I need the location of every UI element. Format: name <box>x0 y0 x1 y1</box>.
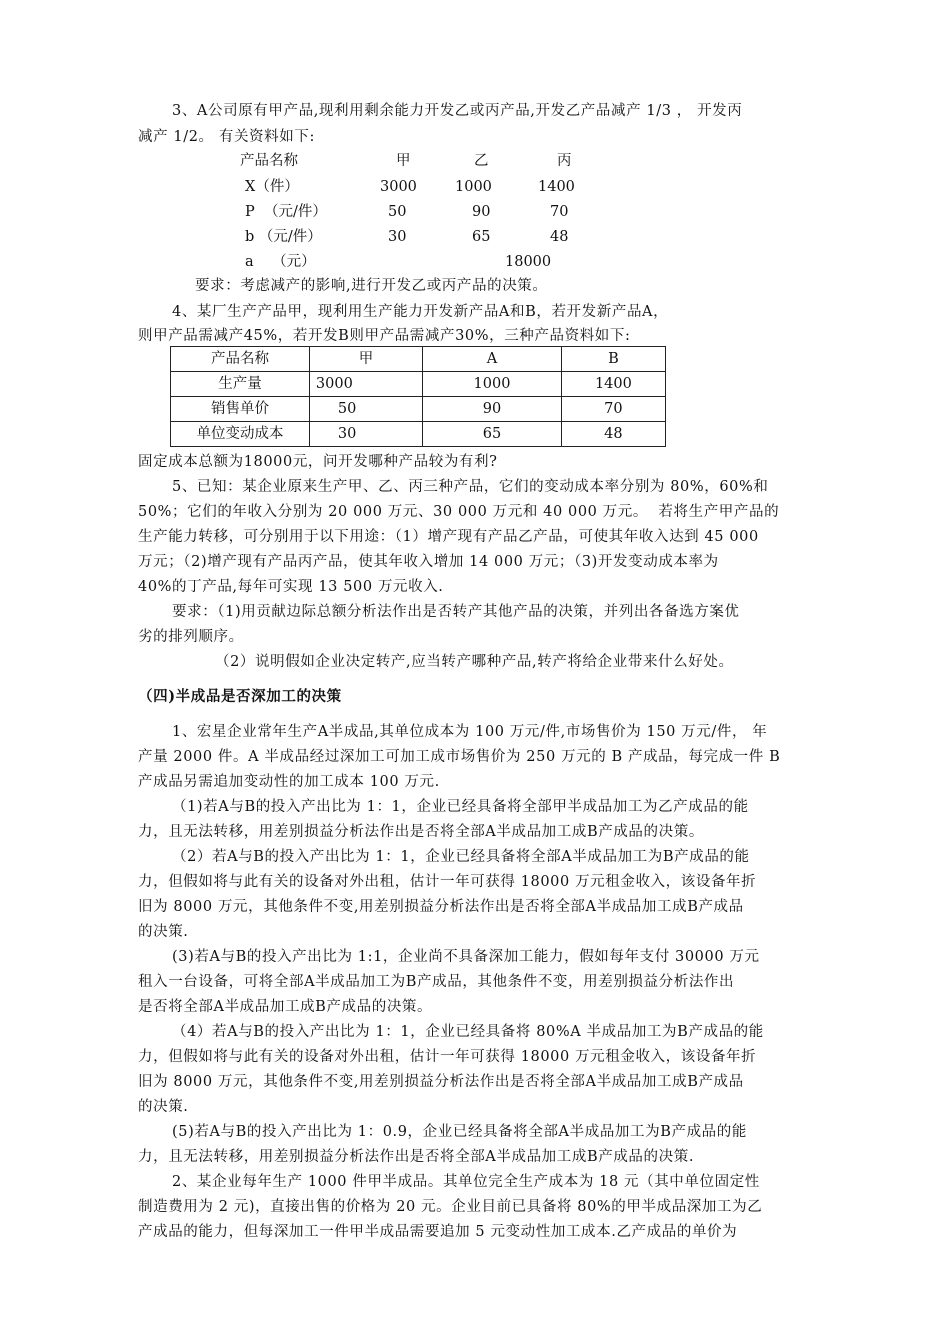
q3-requirement: 要求：考虑减产的影响,进行开发乙或丙产品的决策。 <box>195 278 548 294</box>
p1-sub3-line-2: 租入一台设备，可将全部A半成品加工为B产成品，其他条件不变，用差别损益分析法作出 <box>138 974 735 990</box>
q5-requirement-1: 要求：（1)用贡献边际总额分析法作出是否转产其他产品的决策，并列出各备选方案优 <box>172 604 740 620</box>
q4-question: 固定成本总额为18000元，问开发哪种产品较为有利? <box>138 454 498 470</box>
table-cell: 90 <box>423 397 562 422</box>
table-header-cell: 甲 <box>309 347 422 372</box>
table-cell: 70 <box>561 397 665 422</box>
table-cell: 生产量 <box>171 372 310 397</box>
p1-sub2-line-3: 旧为 8000 万元，其他条件不变,用差别损益分析法作出是否将全部A半成品加工成B产成品 <box>138 899 744 915</box>
table-header-cell: 产品名称 <box>171 347 310 372</box>
p1-sub4-line-3: 旧为 8000 万元，其他条件不变,用差别损益分析法作出是否将全部A半成品加工成B产成品 <box>138 1074 744 1090</box>
q4-line-1: 4、某厂生产产品甲，现利用生产能力开发新产品A和B，若开发新产品A， <box>172 304 669 320</box>
table-row <box>171 397 666 422</box>
section-heading: （四)半成品是否深加工的决策 <box>138 688 342 705</box>
p1-sub2-line-1: （2）若A与B的投入产出比为 1：1，企业已经具备将全部A半成品加工为B产成品的能 <box>172 849 750 865</box>
q5-line-2: 50%；它们的年收入分别为 20 000 万元、30 000 万元和 40 000 万元。 若将生产甲产品的 <box>138 504 780 520</box>
q5-requirement-1-cont: 劣的排列顺序。 <box>138 629 244 645</box>
q3-row-x-bing: 1400 <box>538 179 575 195</box>
p2-line-1: 2、某企业每年生产 1000 件甲半成品。其单位完全生产成本为 18 元（其中单位固定性 <box>172 1174 760 1190</box>
q5-line-3: 生产能力转移，可分别用于以下用途：（1）增产现有产品乙产品，可使其年收入达到 45 000 <box>138 529 759 545</box>
q5-line-5: 40%的丁产品,每年可实现 13 500 万元收入. <box>138 579 444 595</box>
q3-line-2: 减产 1/2。 有关资料如下: <box>138 129 315 145</box>
q3-row-x-jia: 3000 <box>380 179 417 195</box>
p1-sub4-line-1: （4）若A与B的投入产出比为 1：1，企业已经具备将 80%A 半成品加工为B产成品的能 <box>172 1024 764 1040</box>
q3-row-a-value: 18000 <box>505 254 552 270</box>
p1-line-1: 1、宏星企业常年生产A半成品,其单位成本为 100 万元/件,市场售价为 150 万元/件， 年 <box>172 724 768 740</box>
table-cell: 65 <box>423 422 562 447</box>
q3-row-b-jia: 30 <box>388 229 407 245</box>
p1-line-2: 产量 2000 件。A 半成品经过深加工可加工成市场售价为 250 万元的 B 产成品，每完成一件 B <box>138 749 781 765</box>
q4-product-table <box>170 346 666 447</box>
table-cell: 50 <box>309 397 422 422</box>
q3-header-yi: 乙 <box>474 153 489 169</box>
q3-row-p-bing: 70 <box>550 204 569 220</box>
q5-line-4: 万元；（2)增产现有产品丙产品，使其年收入增加 14 000 万元；（3)开发变动成本率为 <box>138 554 719 570</box>
q5-requirement-2: （2）说明假如企业决定转产,应当转产哪种产品,转产将给企业带来什么好处。 <box>215 654 734 670</box>
q3-row-p-jia: 50 <box>388 204 407 220</box>
p1-sub4-line-2: 力，但假如将与此有关的设备对外出租，估计一年可获得 18000 万元租金收入，该设备年折 <box>138 1049 757 1065</box>
table-header-cell: B <box>561 347 665 372</box>
q3-header-bing: 丙 <box>557 153 572 169</box>
p1-sub1-line-1: （1)若A与B的投入产出比为 1：1，企业已经具备将全部甲半成品加工为乙产成品的能 <box>172 799 749 815</box>
table-header-cell: A <box>423 347 562 372</box>
q4-line-2: 则甲产品需减产45%，若开发B则甲产品需减产30%，三种产品资料如下: <box>138 328 631 344</box>
q3-header-name: 产品名称 <box>240 153 298 169</box>
q3-row-b-bing: 48 <box>550 229 569 245</box>
table-cell: 48 <box>561 422 665 447</box>
p2-line-3: 产成品的能力，但每深加工一件甲半成品需要追加 5 元变动性加工成本.乙产成品的单价为 <box>138 1224 738 1240</box>
table-cell: 3000 <box>309 372 422 397</box>
q3-row-x-label: X（件） <box>245 179 299 195</box>
table-cell: 30 <box>309 422 422 447</box>
q3-row-p-yi: 90 <box>472 204 491 220</box>
p1-sub2-line-2: 力，但假如将与此有关的设备对外出租，估计一年可获得 18000 万元租金收入，该设备年折 <box>138 874 757 890</box>
q3-row-b-yi: 65 <box>472 229 491 245</box>
table-cell: 1000 <box>423 372 562 397</box>
q3-line-1: 3、A公司原有甲产品,现利用剩余能力开发乙或丙产品,开发乙产品减产 1/3 ， 开发丙 <box>172 103 743 119</box>
q3-row-x-yi: 1000 <box>455 179 492 195</box>
table-row <box>171 422 666 447</box>
table-row <box>171 372 666 397</box>
p1-sub4-line-4: 的决策. <box>138 1099 189 1115</box>
p1-sub1-line-2: 力，且无法转移，用差别损益分析法作出是否将全部A半成品加工成B产成品的决策。 <box>138 824 704 840</box>
p1-sub3-line-1: (3)若A与B的投入产出比为 1:1，企业尚不具备深加工能力，假如每年支付 30000 万元 <box>172 949 760 965</box>
table-header-row <box>171 347 666 372</box>
q3-row-b-label: b （元/件） <box>245 229 322 245</box>
q5-line-1: 5、已知：某企业原来生产甲、乙、丙三种产品，它们的变动成本率分别为 80%，60%和 <box>172 479 769 495</box>
p1-sub5-line-1: (5)若A与B的投入产出比为 1：0.9，企业已经具备将全部A半成品加工为B产成品的能 <box>172 1124 747 1140</box>
p1-line-3: 产成品另需追加变动性的加工成本 100 万元. <box>138 774 440 790</box>
p1-sub5-line-2: 力，且无法转移，用差别损益分析法作出是否将全部A半成品加工成B产成品的决策. <box>138 1149 695 1165</box>
p1-sub3-line-3: 是否将全部A半成品加工成B产成品的决策。 <box>138 999 433 1015</box>
q3-row-a-label: a （元） <box>245 254 316 270</box>
table-cell: 销售单价 <box>171 397 310 422</box>
q3-row-p-label: P （元/件） <box>245 204 327 220</box>
p2-line-2: 制造费用为 2 元)，直接出售的价格为 20 元。企业目前已具备将 80%的甲半成品深加工为乙 <box>138 1199 763 1215</box>
p1-sub2-line-4: 的决策. <box>138 924 189 940</box>
q3-header-jia: 甲 <box>396 153 411 169</box>
table-cell: 单位变动成本 <box>171 422 310 447</box>
table-cell: 1400 <box>561 372 665 397</box>
